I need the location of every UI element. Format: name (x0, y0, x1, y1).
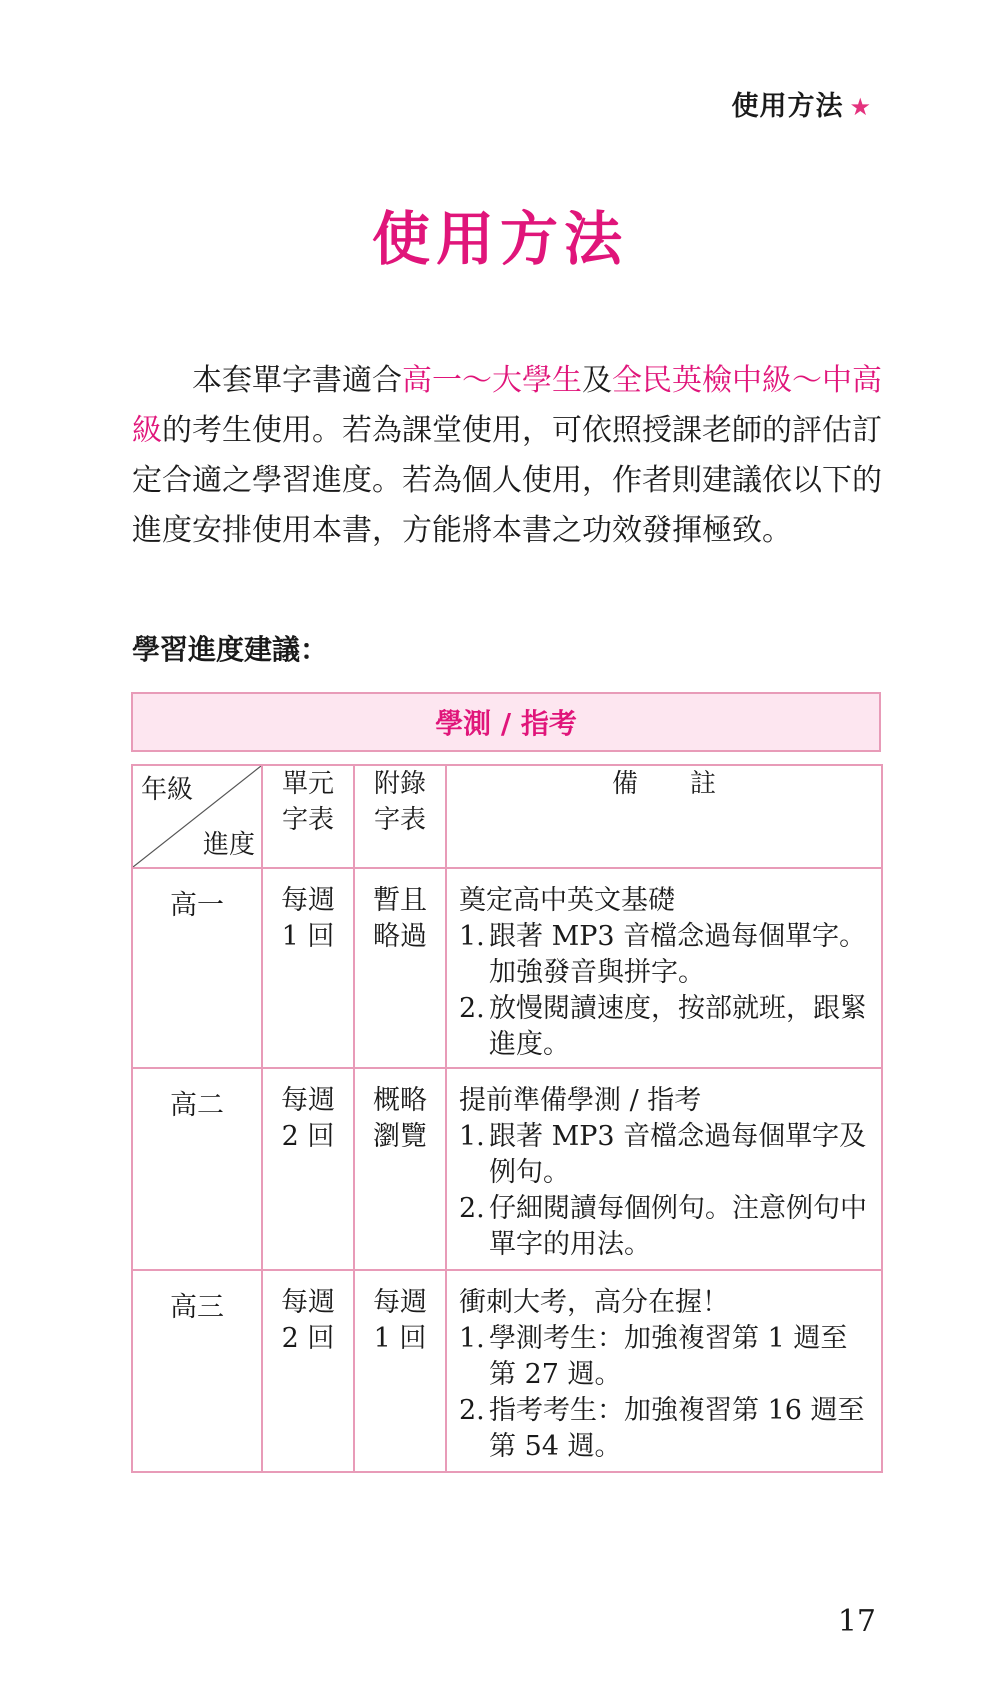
unit-cell (262, 868, 354, 1068)
grade-cell: 高二 (132, 1068, 262, 1270)
unit-line1: 每週 (281, 1287, 335, 1318)
note-item (459, 1119, 871, 1191)
table-header-row (132, 765, 882, 868)
note-num: 1. (459, 1323, 485, 1354)
header-unit-list (262, 765, 354, 868)
note-item (459, 1321, 871, 1393)
appendix-line1: 暫且 (373, 885, 427, 916)
appendix-line1: 概略 (373, 1085, 427, 1116)
intro-text-b: 及 (582, 363, 612, 398)
note-item (459, 1393, 871, 1465)
unit-line1: 每週 (281, 885, 335, 916)
notes-cell (446, 868, 882, 1068)
appendix-cell (354, 1270, 446, 1472)
appendix-line2: 略過 (373, 921, 427, 952)
note-item (459, 1191, 871, 1263)
note-num: 2. (459, 993, 485, 1024)
running-head (731, 84, 872, 123)
study-plan-table (131, 764, 883, 1473)
note-num: 2. (459, 1193, 485, 1224)
table-row (132, 1270, 882, 1472)
intro-paragraph (132, 356, 884, 556)
appendix-line1: 每週 (373, 1287, 427, 1318)
note-text: 指考考生：加強複習第 16 週至第 54 週。 (489, 1395, 865, 1462)
note-title: 奠定高中英文基礎 (459, 885, 675, 916)
intro-highlight-level: 全民英檢中級～中高級 (132, 363, 882, 448)
note-text: 跟著 MP3 音檔念過每個單字。加強發音與拼字。 (489, 921, 867, 988)
intro-text-a: 本套單字書適合 (192, 363, 402, 398)
note-num: 1. (459, 1121, 485, 1152)
header-grade-label: 年級 (141, 775, 194, 805)
page-title: 使用方法 (371, 205, 628, 273)
diagonal-header-cell (132, 765, 262, 868)
grade-cell: 高三 (132, 1270, 262, 1472)
header-progress-label: 進度 (202, 830, 255, 860)
running-head-text: 使用方法 (731, 91, 844, 122)
note-title: 衝刺大考，高分在握！ (459, 1287, 729, 1318)
header-appendix-line1: 附錄 (373, 769, 426, 799)
appendix-cell (354, 1068, 446, 1270)
notes-cell (446, 1068, 882, 1270)
note-num: 1. (459, 921, 485, 952)
unit-cell (262, 1270, 354, 1472)
star-icon: ★ (849, 93, 872, 121)
note-item (459, 991, 871, 1063)
intro-highlight-grades: 高一～大學生 (402, 363, 582, 398)
unit-line2: 2 回 (281, 1121, 335, 1152)
intro-text-c: 的考生使用。若為課堂使用，可依照授課老師的評估訂定合適之學習進度。若為個人使用，作者則建議依以下的進度安排使用本書，方能將本書之功效發揮極致。 (132, 413, 882, 548)
header-appendix-line2: 字表 (373, 805, 426, 835)
header-unit-line2: 字表 (281, 805, 334, 835)
note-num: 2. (459, 1395, 485, 1426)
appendix-cell (354, 868, 446, 1068)
schedule-subheading: 學習進度建議： (132, 633, 329, 666)
note-text: 跟著 MP3 音檔念過每個單字及例句。 (489, 1121, 867, 1188)
appendix-line2: 1 回 (373, 1323, 427, 1354)
unit-cell (262, 1068, 354, 1270)
table-row (132, 1068, 882, 1270)
appendix-line2: 瀏覽 (373, 1121, 427, 1152)
exam-banner: 學測 / 指考 (131, 692, 881, 752)
header-appendix-list (354, 765, 446, 868)
note-text: 仔細閱讀每個例句。注意例句中單字的用法。 (489, 1193, 867, 1260)
notes-cell (446, 1270, 882, 1472)
header-unit-line1: 單元 (281, 769, 334, 799)
note-text: 學測考生：加強複習第 1 週至第 27 週。 (489, 1323, 848, 1390)
note-title: 提前準備學測 / 指考 (459, 1085, 702, 1116)
unit-line2: 1 回 (281, 921, 335, 952)
page-number: 17 (837, 1604, 876, 1639)
note-text: 放慢閱讀速度，按部就班，跟緊進度。 (489, 993, 867, 1060)
note-item (459, 919, 871, 991)
header-notes: 備 註 (446, 765, 882, 868)
grade-cell: 高一 (132, 868, 262, 1068)
unit-line2: 2 回 (281, 1323, 335, 1354)
unit-line1: 每週 (281, 1085, 335, 1116)
table-row (132, 868, 882, 1068)
